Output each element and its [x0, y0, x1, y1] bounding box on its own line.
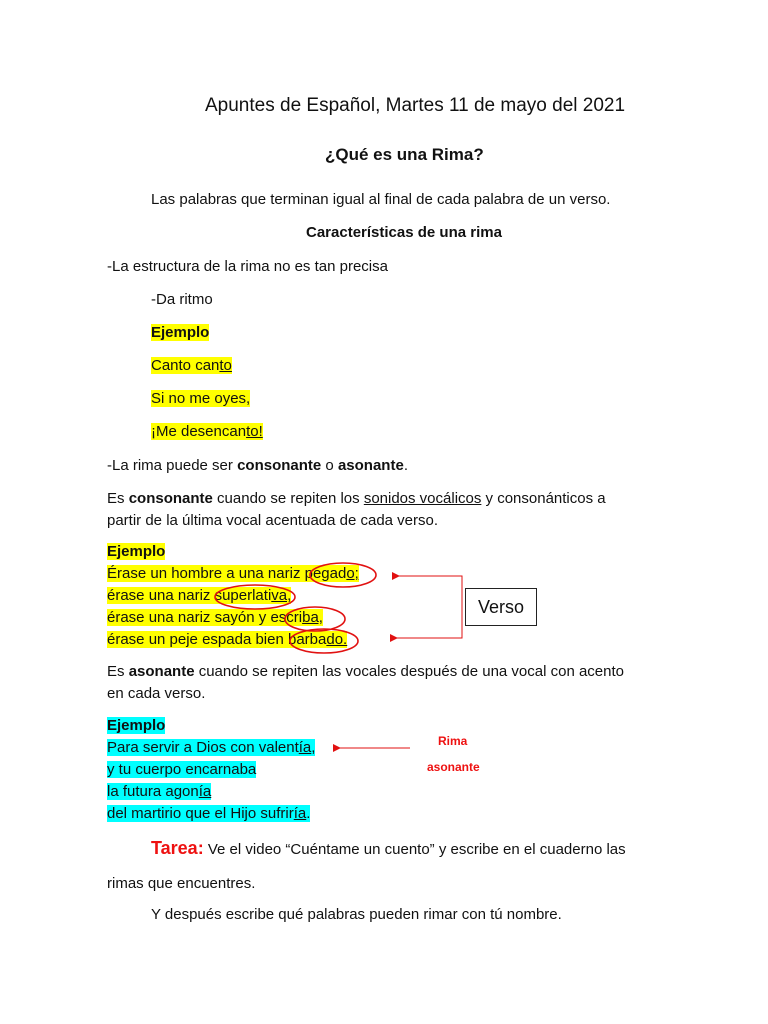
bullet-structure: -La estructura de la rima no es tan precisa: [107, 258, 388, 275]
tarea-line3: Y después escribe qué palabras pueden rimar con tú nombre.: [151, 906, 562, 923]
example2-verse-line: Érase un hombre a una nariz pegado;: [107, 565, 359, 582]
example3-label: Ejemplo: [107, 717, 166, 734]
example1-line: Canto canto: [151, 357, 232, 374]
example2-label: Ejemplo: [107, 543, 166, 560]
example3-verse-line: Para servir a Dios con valentía,: [107, 739, 316, 756]
example2-verse-line: érase una nariz sayón y escriba,: [107, 609, 323, 626]
rhyme-circle: [215, 585, 295, 609]
example3-verse-line: la futura agonía: [107, 783, 212, 800]
example2-verse-line: érase una nariz superlativa,: [107, 587, 292, 604]
example1-label: Ejemplo: [151, 324, 210, 341]
rima-callout-label: Rima: [438, 734, 468, 748]
example2-verse-line: érase un peje espada bien barbado.: [107, 631, 348, 648]
verso-bracket: [393, 576, 462, 638]
question-heading: ¿Qué es una Rima?: [325, 145, 484, 164]
verso-callout-box: Verso: [465, 588, 537, 626]
example1-line: Si no me oyes,: [151, 390, 251, 407]
tarea-line2: rimas que encuentres.: [107, 875, 256, 892]
section-heading: Características de una rima: [306, 224, 502, 241]
consonante-definition-line2: partir de la última vocal acentuada de cada verso.: [107, 512, 439, 529]
rhyme-circle: [290, 629, 358, 653]
asonante-definition: Es asonante cuando se repiten las vocales después de una vocal con acento: [107, 663, 625, 680]
asonante-callout-label: asonante: [427, 760, 480, 774]
definition-text: Las palabras que terminan igual al final de cada palabra de un verso.: [151, 191, 611, 208]
example3-verse-line: del martirio que el Hijo sufriría.: [107, 805, 311, 822]
bullet-types: -La rima puede ser consonante o asonante.: [107, 457, 408, 474]
example1-line: ¡Me desencanto!: [151, 423, 263, 440]
bullet-rhythm: -Da ritmo: [151, 291, 213, 308]
tarea-line: Tarea: Ve el video “Cuéntame un cuento” y escribe en el cuaderno las: [151, 838, 626, 858]
consonante-definition: Es consonante cuando se repiten los sonidos vocálicos y consonánticos a: [107, 490, 606, 507]
rhyme-circle: [285, 607, 345, 631]
page-title: Apuntes de Español, Martes 11 de mayo del 2021: [205, 95, 626, 116]
asonante-definition-line2: en cada verso.: [107, 685, 206, 702]
rhyme-circle: [310, 563, 376, 587]
example3-verse-line: y tu cuerpo encarnaba: [107, 761, 257, 778]
